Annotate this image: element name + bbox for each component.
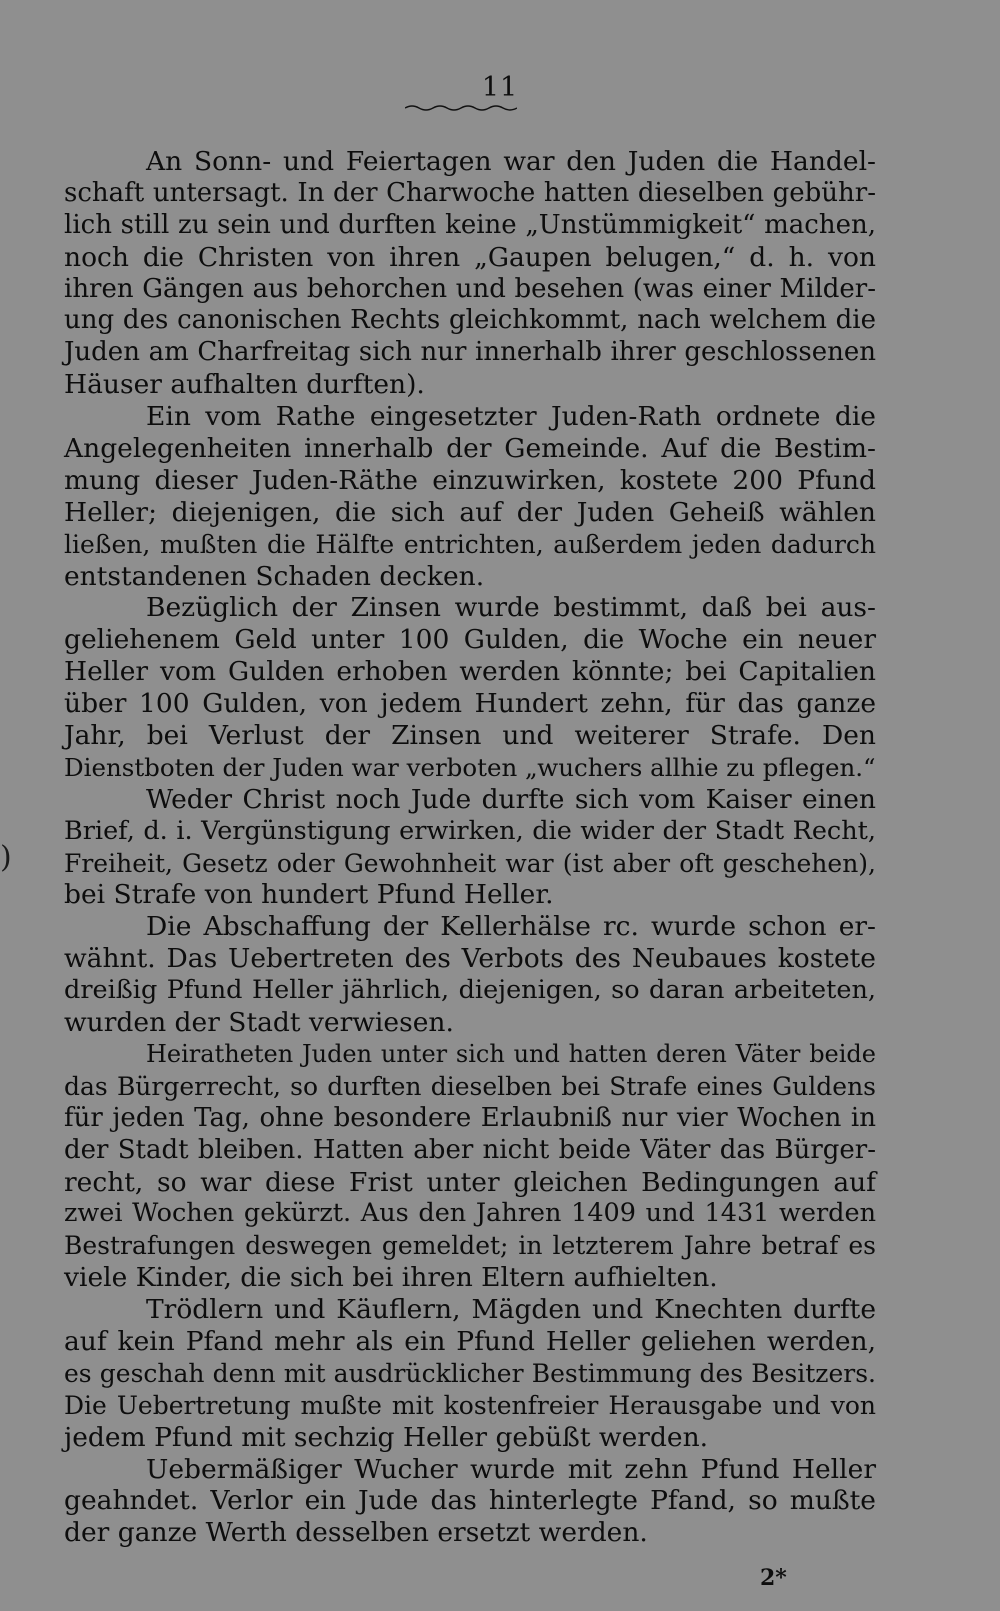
text-line: der Stadt bleiben. Hatten aber nicht beide Väter das Bürger- [64,1134,876,1165]
text-line: Juden am Charfreitag sich nur innerhalb ihrer geschlossenen [64,337,876,368]
text-line: Heller; diejenigen, die sich auf der Juden Geheiß wählen [64,496,876,528]
text-line: über 100 Gulden, von jedem Hundert zehn, für das ganze [64,688,876,720]
text-line: bei Strafe von hundert Pfund Heller. [64,879,554,911]
text-line: wurden der Stadt verwiesen. [64,1007,454,1039]
text-line: Dienstboten der Juden war verboten „wuchers allhie zu pflegen.“ [64,752,876,782]
text-line: ung des canonischen Rechts gleichkommt, nach welchem die [64,305,876,336]
text-line: An Sonn- und Feiertagen war den Juden die Handel- [146,146,876,177]
text-line: Freiheit, Gesetz oder Gewohnheit war (ist aber oft geschehen), [64,848,876,878]
text-line: geahndet. Verlor ein Jude das hinterlegte Pfand, so mußte [64,1485,876,1517]
text-line: recht, so war diese Frist unter gleichen Bedingungen auf [64,1166,876,1198]
text-line: Ein vom Rathe eingesetzter Juden-Rath ordnete die [146,401,876,433]
text-line: ließen, mußten die Hälfte entrichten, außerdem jeden dadurch [64,529,876,559]
printer-signature: 2* [760,1565,787,1591]
text-line: jedem Pfund mit sechzig Heller gebüßt werden. [64,1421,709,1453]
text-line: schaft untersagt. In der Charwoche hatten dieselben gebühr- [64,177,876,208]
text-line: Häuser aufhalten durften). [64,369,425,401]
text-line: entstandenen Schaden decken. [64,560,485,592]
text-line: Trödlern und Käuflern, Mägden und Knechten durfte [146,1294,876,1326]
text-line: mung dieser Juden-Räthe einzuwirken, kostete 200 Pfund [64,464,876,496]
text-line: auf kein Pfand mehr als ein Pfund Heller geliehen werden, [64,1325,876,1357]
text-line: lich still zu sein und durften keine „Unstümmigkeit“ machen, [64,209,876,240]
text-line: ihren Gängen aus behorchen und besehen (was einer Milder- [64,273,876,304]
text-line: Jahr, bei Verlust der Zinsen und weiterer Strafe. Den [64,720,876,752]
text-line: dreißig Pfund Heller jährlich, diejenigen, so daran arbeiteten, [64,975,876,1006]
text-line: es geschah denn mit ausdrücklicher Bestimmung des Besitzers. [64,1358,876,1388]
header-ornament [405,104,517,112]
text-line: Heller vom Gulden erhoben werden könnte; bei Capitalien [64,656,876,688]
text-line: wähnt. Das Uebertreten des Verbots des Neubaues kostete [64,943,876,975]
text-line: noch die Christen von ihren „Gaupen belugen,“ d. h. von [64,241,876,273]
text-line: Die Uebertretung mußte mit kostenfreier Herausgabe und von [64,1390,876,1420]
text-line: der ganze Werth desselben ersetzt werden. [64,1517,648,1549]
text-line: Heiratheten Juden unter sich und hatten deren Väter beide [146,1039,876,1068]
body-text [64,146,876,1549]
text-line: Bestrafungen deswegen gemeldet; in letzterem Jahre betraf es [64,1231,876,1261]
text-line: Bezüglich der Zinsen wurde bestimmt, daß bei aus- [146,592,876,624]
text-line: geliehenem Geld unter 100 Gulden, die Woche ein neuer [64,624,876,656]
margin-mark: ) [0,840,12,875]
text-line: Brief, d. i. Vergünstigung erwirken, die wider der Stadt Recht, [64,815,876,846]
text-line: viele Kinder, die sich bei ihren Eltern aufhielten. [64,1262,718,1294]
text-line: für jeden Tag, ohne besondere Erlaubniß nur vier Wochen in [64,1102,876,1133]
text-line: das Bürgerrecht, so durften dieselben bei Strafe eines Guldens [64,1071,876,1101]
text-line: Die Abschaffung der Kellerhälse rc. wurde schon er- [146,911,876,943]
text-line: Uebermäßiger Wucher wurde mit zehn Pfund Heller [146,1453,876,1485]
page-number: 11 [481,72,519,103]
text-line: Angelegenheiten innerhalb der Gemeinde. Auf die Bestim- [64,433,876,465]
text-line: zwei Wochen gekürzt. Aus den Jahren 1409 und 1431 werden [64,1198,876,1229]
text-line: Weder Christ noch Jude durfte sich vom Kaiser einen [146,783,876,815]
